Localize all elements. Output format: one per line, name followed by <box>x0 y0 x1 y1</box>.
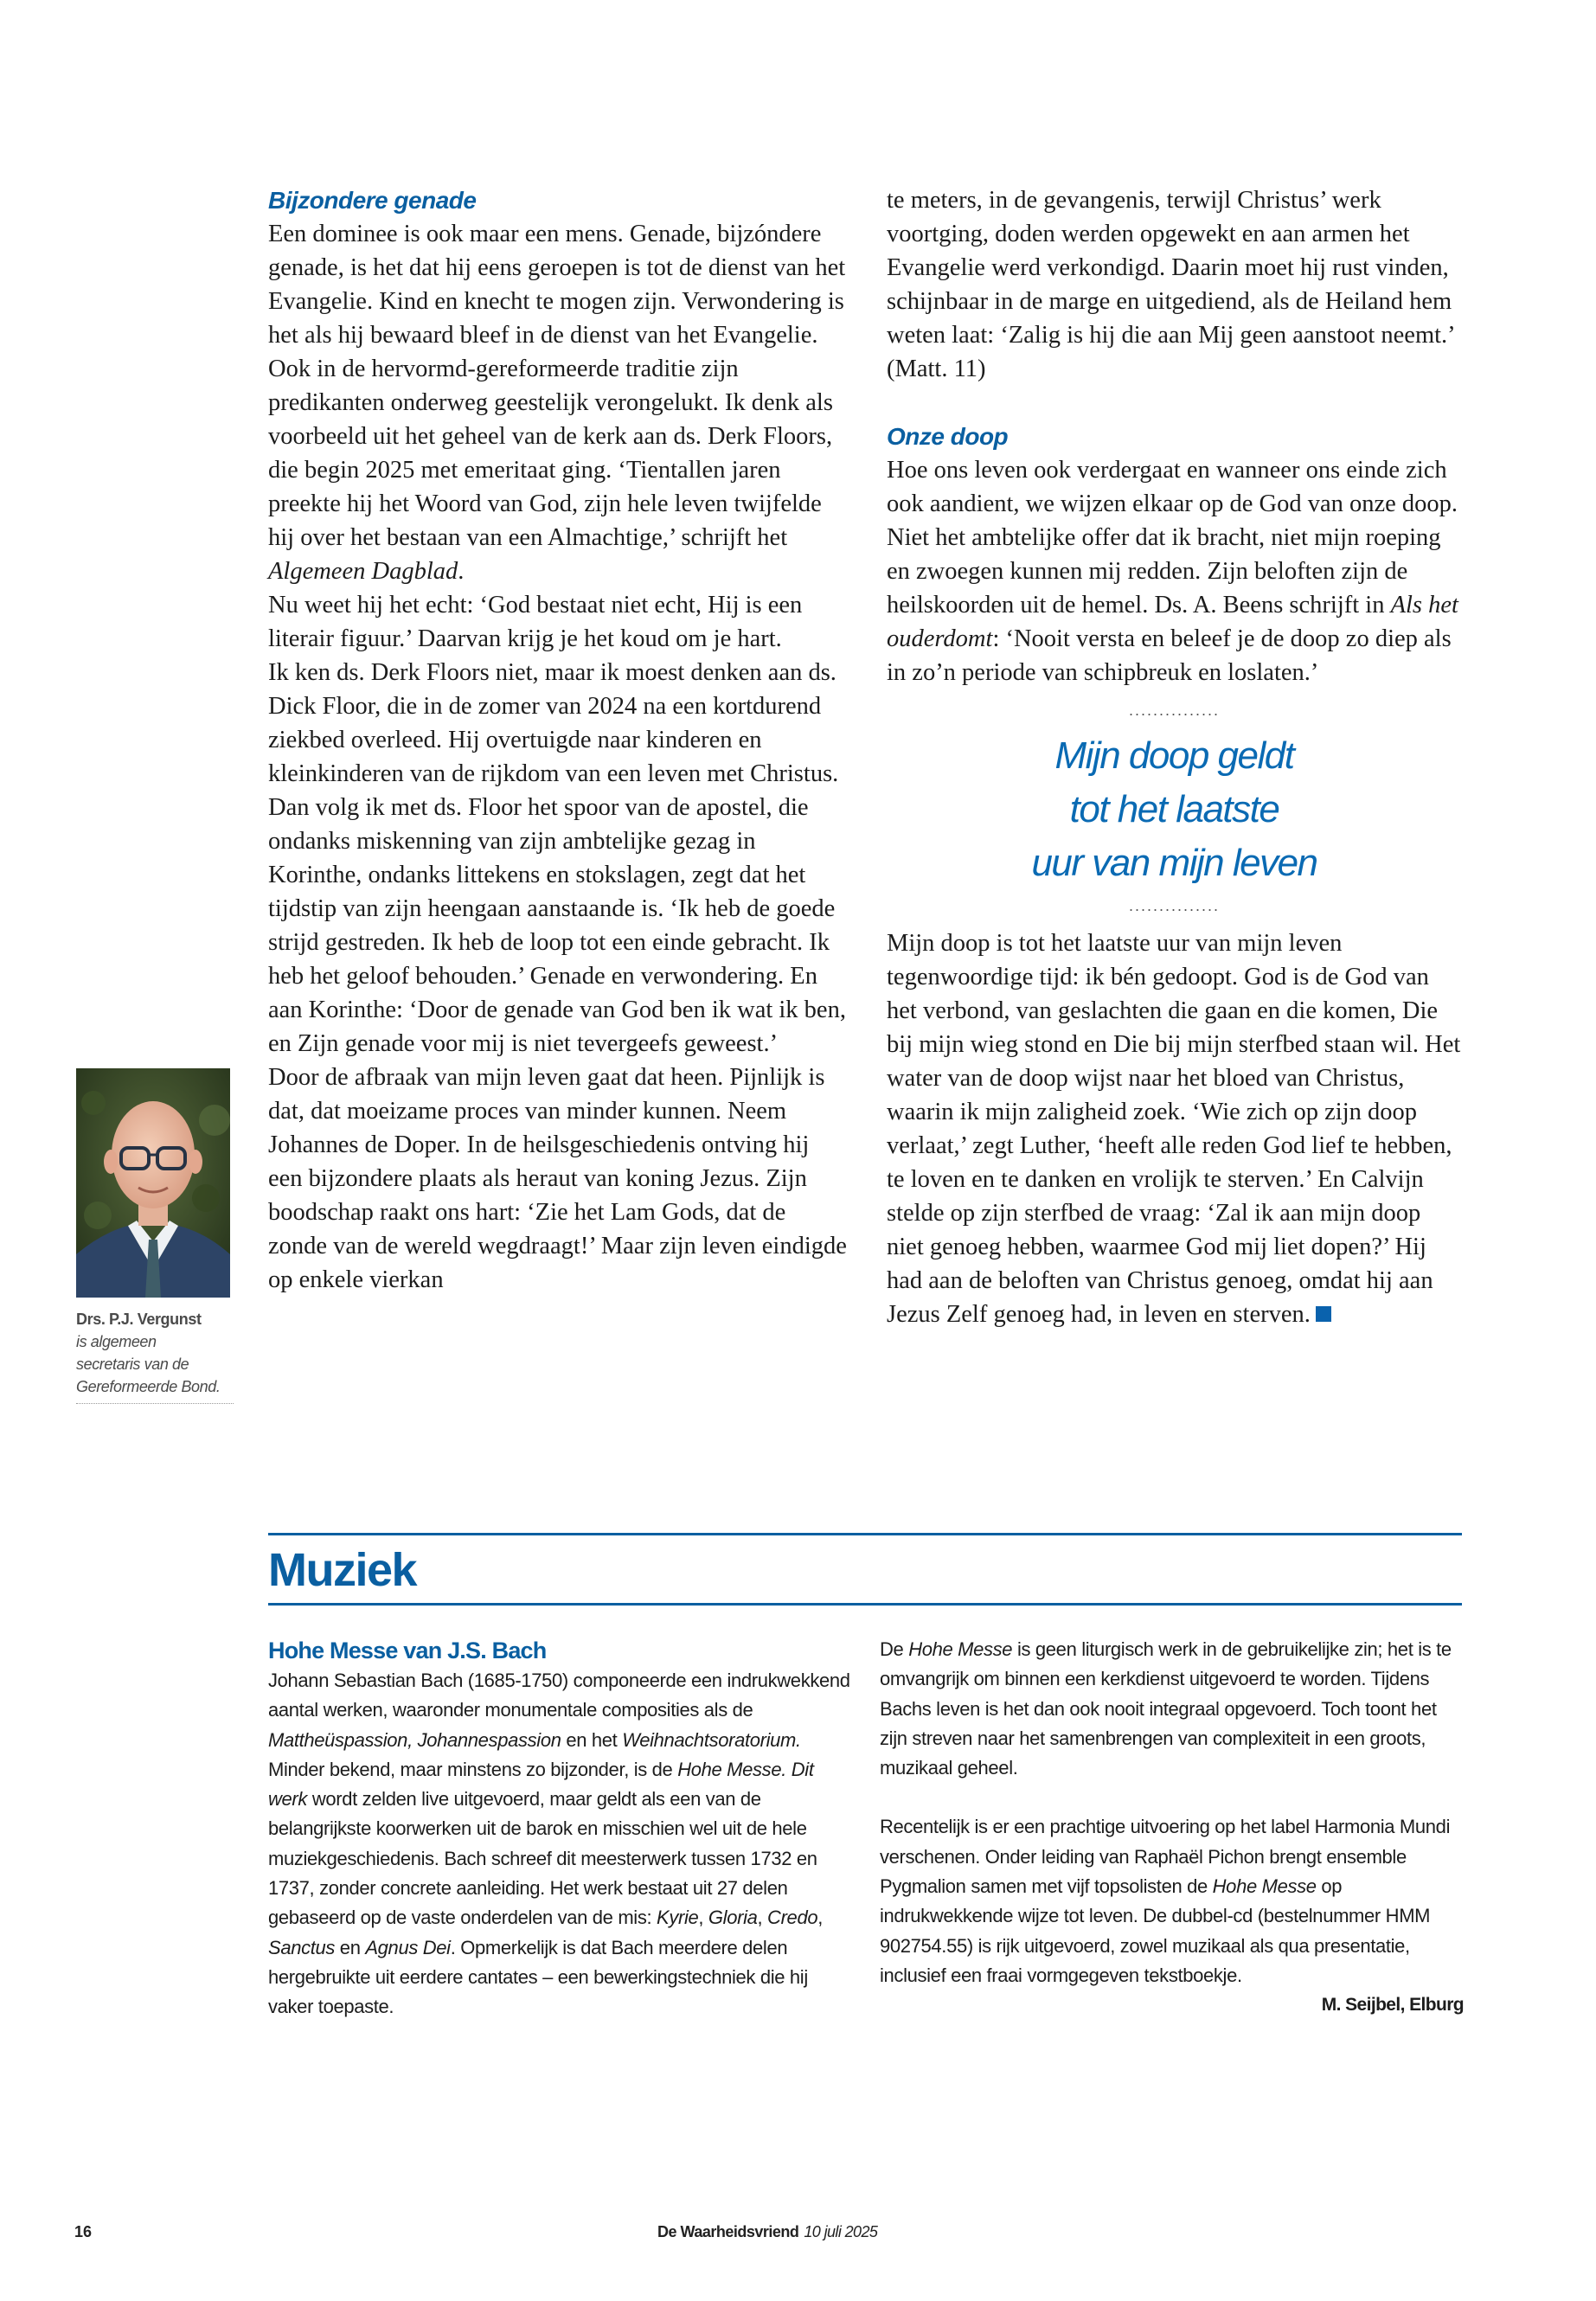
section-rule-top <box>268 1533 1462 1535</box>
footer-publication <box>657 2223 877 2241</box>
music-column-right <box>880 1635 1464 2021</box>
spacer <box>880 1783 1464 1812</box>
paragraph-text: op indrukwekkende wijze tot leven. De dubbel-cd (bestelnummer HMM 902754.55) is rijk uitgevoerd, zowel muzikaal als qua presentatie, inclusief een fraai vormgegeven tekstboekje. <box>880 1875 1431 1986</box>
author-name: Drs. P.J. Vergunst <box>76 1311 202 1328</box>
section-heading-bijzondere-genade: Bijzondere genade <box>268 187 477 214</box>
caption-divider <box>76 1403 234 1404</box>
author-role-line: is algemeen <box>76 1333 157 1350</box>
mass-part: Agnus Dei <box>365 1936 451 1958</box>
paragraph <box>887 926 1462 1331</box>
paragraph-text: en <box>335 1936 366 1958</box>
paragraph-text: is geen liturgisch werk in de gebruikelijke zin; het is te omvangrijk om binnen een kerkdienst uitgevoerd te worden. Tijdens Bachs leven is het dan ook nooit integraal opgevoerd. Toch toont het zijn streven naar het samenbrengen van complexiteit in een groots, muzikaal geheel. <box>880 1638 1452 1779</box>
paragraph-text: : ‘Nooit versta en beleef je de doop zo diep als in zo’n periode van schipbreuk en loslaten.’ <box>887 625 1452 686</box>
magazine-name: De Waarheidsvriend <box>657 2223 799 2240</box>
work-title: Mattheüspassion, Johannespassion <box>268 1728 561 1751</box>
paragraph-text: en het <box>561 1728 623 1751</box>
section-heading-onze-doop: Onze doop <box>887 423 1009 450</box>
publication-title: Algemeen Dagblad <box>268 558 458 585</box>
article-column-left <box>268 183 848 1297</box>
paragraph: Nu weet hij het echt: ‘God bestaat niet echt, Hij is een literair figuur.’ Daarvan krijg je het koud om je hart. <box>268 592 803 652</box>
paragraph-text: Minder bekend, maar minstens zo bijzonder, is de <box>268 1758 678 1780</box>
end-of-article-square-icon <box>1316 1306 1331 1322</box>
mass-part: Credo <box>767 1907 818 1929</box>
music-column-left <box>268 1635 856 2022</box>
author-role-line: secretaris van de <box>76 1356 189 1373</box>
author-caption <box>76 1308 234 1404</box>
paragraph: te meters, in de gevangenis, terwijl Christus’ werk voortging, doden werden opgewekt en aan armen het Evangelie werd verkondigd. Daarin moet hij rust vinden, schijnbaar in de marge en uitgediend, als de Heiland hem weten laat: ‘Zalig is hij die aan Mij geen aanstoot neemt.’ (Matt. 11) <box>887 187 1454 382</box>
article-column-right <box>887 183 1462 1331</box>
paragraph <box>880 1812 1464 1990</box>
mass-part: Gloria <box>708 1907 758 1929</box>
author-photo <box>76 1068 230 1298</box>
paragraph: Ik ken ds. Derk Floors niet, maar ik moest denken aan ds. Dick Floor, die in de zomer van 2024 na een kortdurend ziekbed overleed. Hij overtuigde naar kinderen en kleinkinderen van de rijkdom van een leven met Christus. Dan volg ik met ds. Floor het spoor van de apostel, die ondanks miskenning van zijn ambtelijke gezag in Korinthe, ondanks littekens en stokslagen, zegt dat het tijdstip van zijn heengaan aanstaande is. ‘Ik heb de goede strijd gestreden. Ik heb de loop tot een einde gebracht. Ik heb het geloof behouden.’ Genade en verwondering. En aan Korinthe: ‘Door de genade van God ben ik wat ik ben, en Zijn genade voor mij is niet tevergeefs geweest.’ <box>268 659 846 1057</box>
paragraph-text: . Opmerkelijk is dat Bach meerdere delen hergebruikte uit eerdere cantates – een bewerkingstechniek die hij vaker toepaste. <box>268 1936 808 2018</box>
paragraph-text: , <box>817 1907 823 1929</box>
mass-part: Sanctus <box>268 1936 336 1958</box>
work-title: Hohe Messe <box>1212 1875 1317 1898</box>
pull-quote-line: Mijn doop geldt <box>1054 734 1294 777</box>
author-role-line: Gereformeerde Bond. <box>76 1378 221 1395</box>
music-review-heading: Hohe Messe van J.S. Bach <box>268 1638 547 1663</box>
book-title: Als het ouderdomt <box>887 592 1458 652</box>
paragraph: Door de afbraak van mijn leven gaat dat heen. Pijnlijk is dat, dat moeizame proces van minder kunnen. Neem Johannes de Doper. In de heilsgeschiedenis ontving hij een bijzondere plaats als heraut van koning Jezus. Zijn boodschap raakt ons hart: ‘Zie het Lam Gods, dat de zonde van de wereld wegdraagt!’ Maar zijn leven eindigde op enkele vierkan <box>268 1064 847 1293</box>
issue-date: 10 juli 2025 <box>804 2223 878 2240</box>
section-title-muziek: Muziek <box>268 1544 417 1596</box>
pull-quote-divider-top: ............... <box>1128 702 1220 719</box>
page-number: 16 <box>74 2223 93 2240</box>
section-rule-bottom <box>268 1603 1462 1606</box>
paragraph-text: . <box>458 558 465 585</box>
work-title: Hohe Messe. Dit werk <box>268 1758 814 1811</box>
paragraph-text: Recentelijk is er een prachtige uitvoering op het label Harmonia Mundi verschenen. Onder leiding van Raphaël Pichon brengt ensemble Pygmalion samen met vijf topsolisten de <box>880 1816 1451 1898</box>
paragraph-text: Een dominee is ook maar een mens. Genade, bijzóndere genade, is het dat hij eens geroepen is tot de dienst van het Evangelie. Kind en knecht te mogen zijn. Verwondering is het als hij bewaard bleef in de dienst van het Evangelie. Ook in de hervormd-gereformeerde traditie zijn predikanten onderweg geestelijk verongelukt. Ik denk als voorbeeld uit het geheel van de kerk aan ds. Derk Floors, die begin 2025 met emeritaat ging. ‘Tientallen jaren preekte hij het Woord van God, zijn hele leven twijfelde hij over het bestaan van een Almachtige,’ schrijft het <box>268 221 846 551</box>
paragraph-text: wordt zelden live uitgevoerd, maar geldt als een van de belangrijkste koorwerken uit de barok en misschien wel uit de hele muziekgeschiedenis. Bach schreef dit meesterwerk tussen 1732 en 1737, zonder concrete aanleiding. Het werk bestaat uit 27 delen gebaseerd op de vaste onderdelen van de mis: <box>268 1788 817 1929</box>
pull-quote <box>887 702 1462 914</box>
pull-quote-text <box>887 729 1462 890</box>
paragraph-text: De <box>880 1638 909 1660</box>
work-title: Weihnachtsoratorium. <box>622 1728 801 1751</box>
paragraph <box>268 217 848 588</box>
paragraph-text: Johann Sebastian Bach (1685-1750) componeerde een indrukwekkend aantal werken, waaronder monumentale composities als de <box>268 1670 850 1721</box>
pull-quote-divider-bottom: ............... <box>1128 897 1220 914</box>
paragraph <box>887 453 1462 689</box>
spacer <box>887 386 1462 420</box>
portrait-image <box>76 1068 230 1298</box>
paragraph-text: , <box>698 1907 708 1929</box>
paragraph <box>880 1635 1464 1783</box>
paragraph <box>268 1666 856 2022</box>
pull-quote-line: uur van mijn leven <box>1031 842 1317 884</box>
paragraph-text: Mijn doop is tot het laatste uur van mijn leven tegenwoordige tijd: ik bén gedoopt. God is de God van het verbond, van geslachten die gaan en die komen, Die bij mijn wieg stond en Die bij mijn sterfbed staan wil. Het water van de doop wijst naar het bloed van Christus, waarin ik mijn zaligheid zoek. ‘Wie zich op zijn doop verlaat,’ zegt Luther, ‘heeft alle reden God lief te hebben, te loven en te danken en vrolijk te sterven.’ En Calvijn stelde op zijn sterfbed de vraag: ‘Zal ik aan mijn doop niet genoeg hebben, waarmee God mij liet dopen?’ Hij had aan de beloften van Christus genoeg, omdat hij aan Jezus Zelf genoeg had, in leven en sterven. <box>887 930 1461 1328</box>
paragraph-text: , <box>757 1907 768 1929</box>
paragraph-text: Hoe ons leven ook verdergaat en wanneer ons einde zich ook aandient, we wijzen elkaar op de God van onze doop. Niet het ambtelijke offer dat ik bracht, niet mijn roeping en zwoegen kunnen mij redden. Zijn beloften zijn de heilskoorden uit de hemel. Ds. A. Beens schrijft in <box>887 457 1458 619</box>
work-title: Hohe Messe <box>908 1638 1013 1660</box>
mass-part: Kyrie <box>657 1907 699 1929</box>
pull-quote-line: tot het laatste <box>1069 788 1279 830</box>
review-signature: M. Seijbel, Elburg <box>1321 1995 1464 2016</box>
